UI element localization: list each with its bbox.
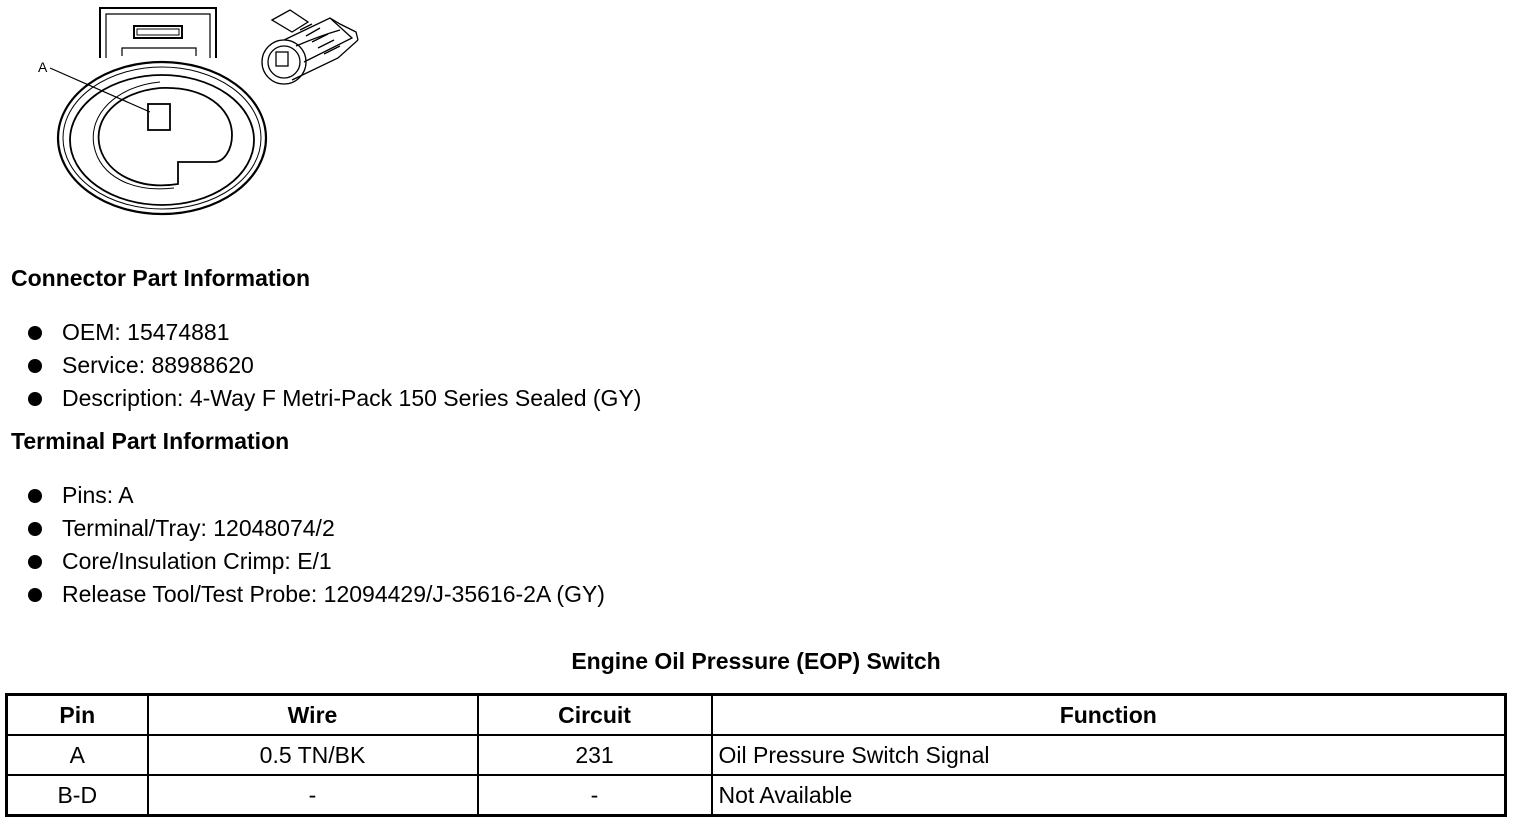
bullet-icon — [28, 392, 42, 406]
list-item — [28, 316, 641, 349]
bullet-icon — [28, 555, 42, 569]
terminal-part-info-heading: Terminal Part Information — [11, 428, 290, 454]
column-header-function: Function — [712, 695, 1506, 736]
connector-illustration — [0, 0, 380, 225]
table-row — [7, 775, 1506, 816]
list-item-text: Service: 88988620 — [62, 352, 254, 378]
terminal-part-info-list — [28, 479, 605, 611]
bullet-icon — [28, 326, 42, 340]
pin-cell: B-D — [7, 775, 148, 816]
column-header-circuit: Circuit — [478, 695, 712, 736]
list-item-text: Release Tool/Test Probe: 12094429/J-35616-2A (GY) — [62, 581, 605, 607]
circuit-cell: - — [478, 775, 712, 816]
table-row — [7, 735, 1506, 775]
column-header-wire: Wire — [148, 695, 478, 736]
pinout-table — [5, 693, 1507, 817]
list-item — [28, 382, 641, 415]
list-item — [28, 512, 605, 545]
list-item — [28, 578, 605, 611]
bullet-icon — [28, 489, 42, 503]
pin-cell: A — [7, 735, 148, 775]
wire-cell: 0.5 TN/BK — [148, 735, 478, 775]
circuit-cell: 231 — [478, 735, 712, 775]
column-header-pin: Pin — [7, 695, 148, 736]
list-item-text: OEM: 15474881 — [62, 319, 230, 345]
list-item-text: Description: 4-Way F Metri-Pack 150 Series Sealed (GY) — [62, 385, 642, 411]
table-header-row — [7, 695, 1506, 736]
table-title: Engine Oil Pressure (EOP) Switch — [571, 648, 941, 674]
bullet-icon — [28, 588, 42, 602]
connector-3d-view — [262, 10, 358, 84]
list-item — [28, 349, 641, 382]
wire-cell: - — [148, 775, 478, 816]
list-item — [28, 545, 605, 578]
bullet-icon — [28, 522, 42, 536]
cavity-a-callout: A — [38, 59, 48, 75]
bullet-icon — [28, 359, 42, 373]
connector-part-info-list — [28, 316, 641, 415]
connector-part-info-heading: Connector Part Information — [11, 265, 311, 291]
list-item-text: Core/Insulation Crimp: E/1 — [62, 548, 332, 574]
list-item — [28, 479, 605, 512]
function-cell: Oil Pressure Switch Signal — [712, 735, 1506, 775]
connector-face-view — [50, 8, 266, 214]
list-item-text: Pins: A — [62, 482, 134, 508]
list-item-text: Terminal/Tray: 12048074/2 — [62, 515, 335, 541]
function-cell: Not Available — [712, 775, 1506, 816]
